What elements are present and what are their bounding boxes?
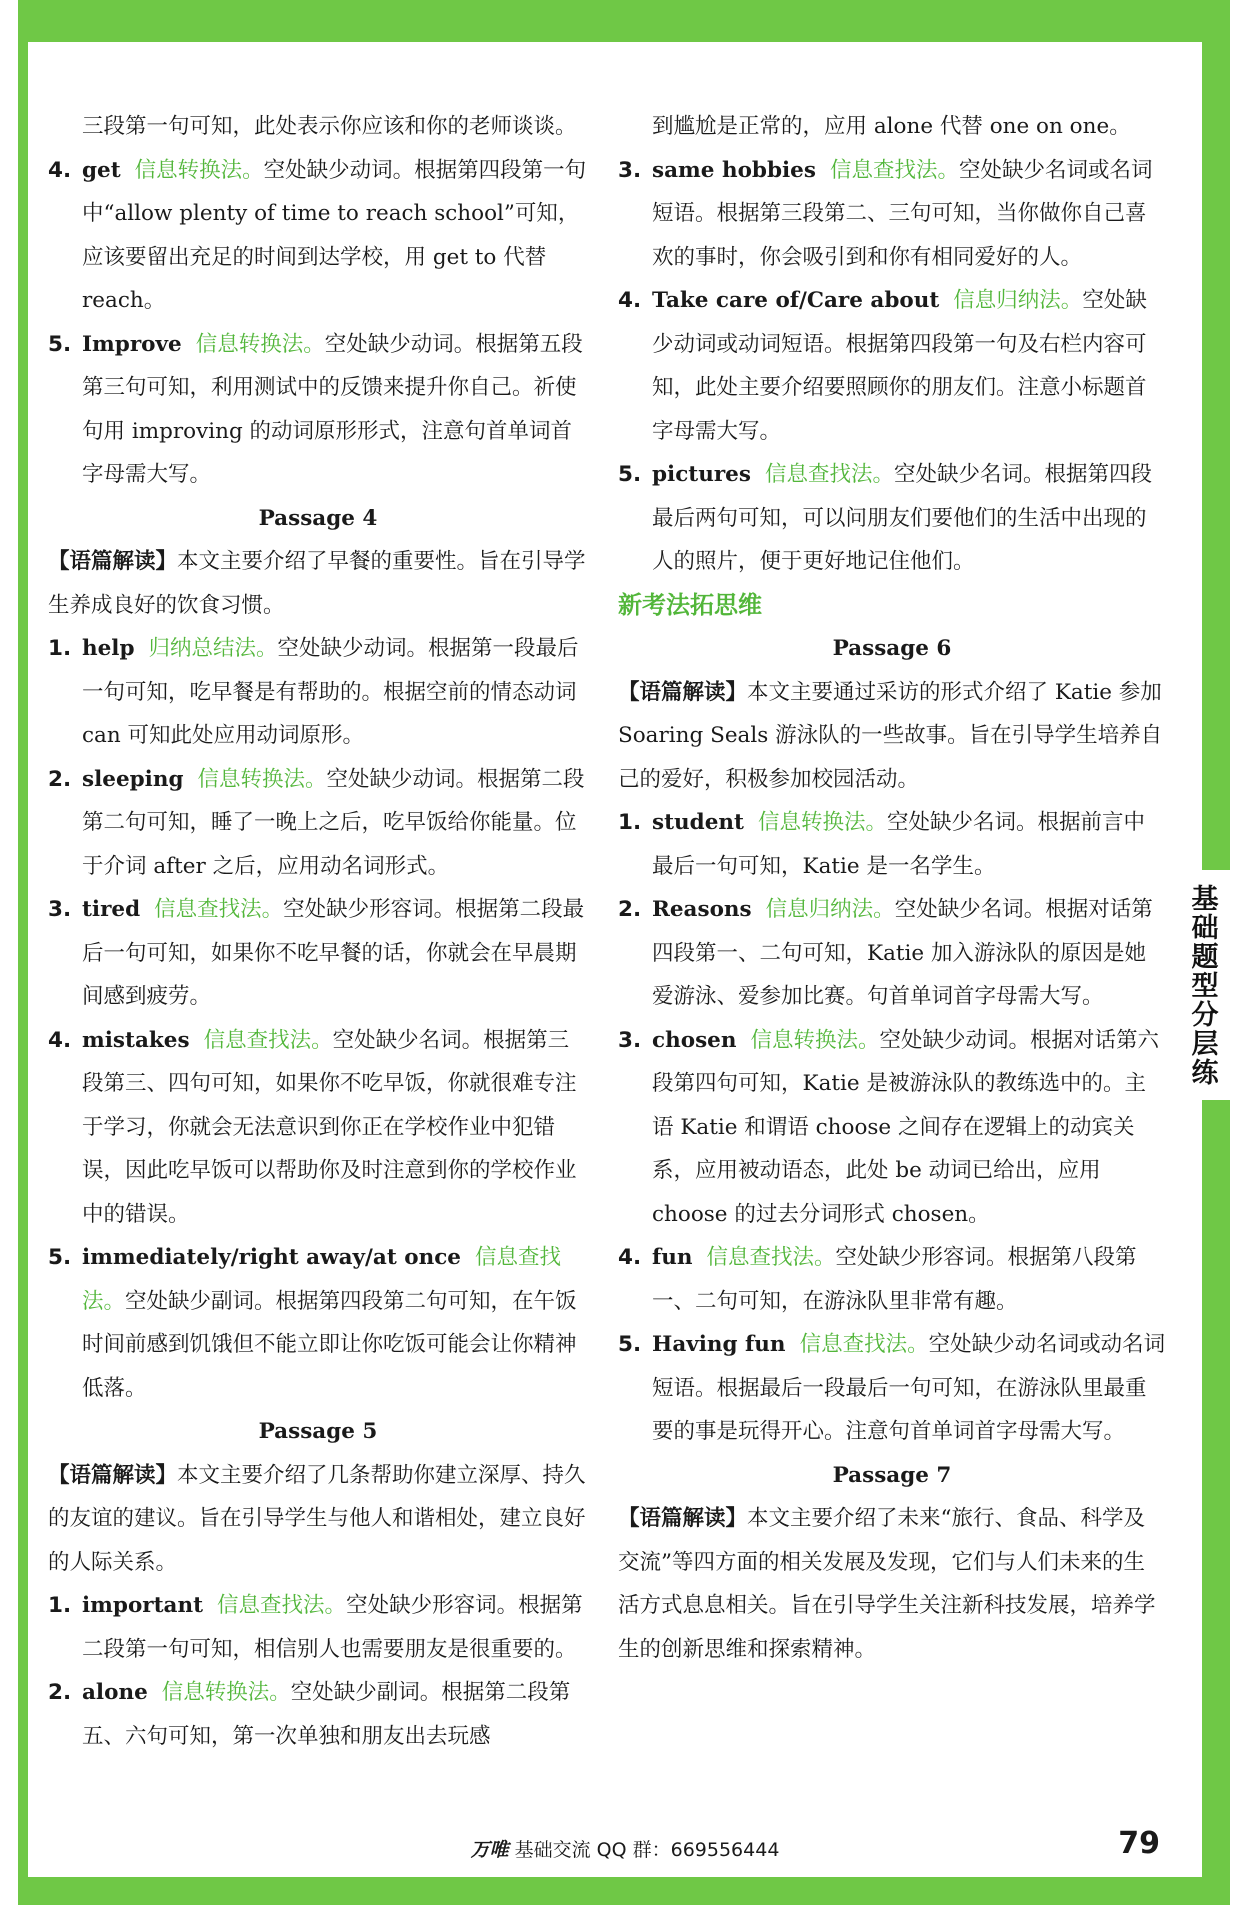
- item-number: 1.: [618, 810, 642, 835]
- method-label: 信息转换法。: [161, 1680, 291, 1705]
- side-tab: [1168, 870, 1236, 1100]
- answer: chosen: [652, 1027, 737, 1053]
- section-heading: 新考法拓思维: [618, 590, 762, 619]
- continued-text: 三段第一句可知，此处表示你应该和你的老师谈谈。: [82, 114, 577, 139]
- page-number: 79: [1118, 1826, 1160, 1861]
- item-number: 5.: [618, 1332, 642, 1357]
- explanation: 空处缺少动名词或动名词短语。根据最后一段最后一句可知，在游泳队里最重要的事是玩得开心。注意句首单词首字母需大写。: [652, 1332, 1166, 1444]
- answer-item: [618, 1323, 1166, 1454]
- passage-analysis: [48, 540, 588, 627]
- explanation: 空处缺少名词。根据对话第四段第一、二句可知，Katie 加入游泳队的原因是她爱游泳、爱参加比赛。句首单词首字母需大写。: [652, 897, 1153, 1009]
- answer-item: [618, 279, 1166, 453]
- answer: alone: [82, 1680, 148, 1705]
- answer-item: [48, 149, 588, 323]
- method-label: 信息归纳法。: [765, 897, 895, 922]
- explanation: 空处缺少动词。根据第一段最后一句可知，吃早餐是有帮助的。根据空前的情态动词 can 可知此处应用动词原形。: [82, 636, 579, 748]
- method-label: 信息转换法。: [750, 1027, 880, 1053]
- item-number: 5.: [48, 1245, 72, 1270]
- analysis-label: 【语篇解读】: [48, 549, 178, 574]
- answer: same hobbies: [652, 157, 816, 183]
- item-number: 1.: [48, 636, 72, 661]
- answer: Having fun: [652, 1332, 786, 1357]
- explanation: 空处缺少名词。根据前言中最后一句可知，Katie 是一名学生。: [652, 810, 1145, 879]
- item-number: 5.: [618, 462, 642, 487]
- answer-item: [48, 323, 588, 497]
- answer-item: [618, 1019, 1166, 1237]
- answer: Reasons: [652, 897, 752, 922]
- passage-heading: Passage 7: [832, 1462, 952, 1488]
- footer: [0, 1835, 1250, 1862]
- method-label: 信息转换法。: [134, 157, 264, 183]
- right-column: [618, 105, 1166, 1671]
- passage-heading: Passage 4: [258, 505, 378, 531]
- item-number: 3.: [48, 897, 72, 922]
- answer: fun: [652, 1245, 693, 1270]
- item-number: 2.: [48, 766, 72, 792]
- explanation: 空处缺少副词。根据第二段第五、六句可知，第一次单独和朋友出去玩感: [82, 1680, 571, 1749]
- footer-brand: 万唯: [470, 1839, 509, 1861]
- answer: tired: [82, 897, 141, 922]
- answer-item: [618, 1236, 1166, 1323]
- left-column: [48, 105, 588, 1758]
- explanation: 空处缺少动词。根据第二段第二句可知，睡了一晚上之后，吃早饭给你能量。位于介词 after 之后，应用动名词形式。: [82, 766, 585, 879]
- answer-item: [618, 149, 1166, 280]
- explanation: 空处缺少名词。根据第三段第三、四句可知，如果你不吃早饭，你就很难专注于学习，你就会无法意识到你正在学校作业中犯错误，因此吃早饭可以帮助你及时注意到你的学校作业中的错误。: [82, 1027, 577, 1227]
- answer: sleeping: [82, 766, 184, 792]
- answer: mistakes: [82, 1027, 190, 1053]
- item-number: 2.: [48, 1680, 72, 1705]
- answer-item: [48, 888, 588, 1019]
- method-label: 信息查找法。: [154, 897, 284, 922]
- footer-text: 基础交流 QQ 群：669556444: [514, 1839, 780, 1861]
- explanation: 空处缺少形容词。根据第二段最后一句可知，如果你不吃早餐的话，你就会在早晨期间感到疲劳。: [82, 897, 585, 1009]
- answer-item: [618, 888, 1166, 1019]
- item-number: 4.: [48, 1027, 72, 1053]
- answer: pictures: [652, 462, 751, 487]
- method-label: 信息查找法。: [82, 1245, 561, 1314]
- analysis-label: 【语篇解读】: [618, 679, 748, 705]
- answer: immediately/right away/at once: [82, 1245, 461, 1270]
- side-tab-label: 基础题型分层练: [1186, 883, 1218, 1087]
- item-number: 4.: [48, 157, 72, 183]
- passage-analysis: [618, 1497, 1166, 1671]
- top-border: [18, 0, 1230, 42]
- analysis-label: 【语篇解读】: [48, 1462, 178, 1488]
- continued-text: 到尴尬是正常的，应用 alone 代替 one on one。: [652, 114, 1131, 139]
- answer: Take care of/Care about: [652, 288, 940, 313]
- method-label: 信息转换法。: [757, 810, 887, 835]
- explanation: 空处缺少形容词。根据第二段第一句可知，相信别人也需要朋友是很重要的。: [82, 1593, 583, 1662]
- explanation: 空处缺少名词或名词短语。根据第三段第二、三句可知，当你做你自己喜欢的事时，你会吸引到和你有相同爱好的人。: [652, 157, 1153, 270]
- method-label: 信息归纳法。: [953, 288, 1083, 313]
- item-number: 4.: [618, 288, 642, 313]
- item-number: 3.: [618, 157, 642, 183]
- passage-heading: Passage 5: [258, 1419, 378, 1444]
- method-label: 信息查找法。: [829, 157, 959, 183]
- method-label: 信息查找法。: [706, 1245, 836, 1270]
- method-label: 信息查找法。: [764, 462, 894, 487]
- explanation: 空处缺少名词。根据第四段最后两句可知，可以问朋友们要他们的生活中出现的人的照片，便于更好地记住他们。: [652, 462, 1152, 574]
- answer-item: [48, 1236, 588, 1410]
- answer-item: [48, 627, 588, 758]
- method-label: 信息转换法。: [195, 331, 325, 357]
- explanation: 空处缺少动词或动词短语。根据第四段第一句及右栏内容可知，此处主要介绍要照顾你的朋友们。注意小标题首字母需大写。: [652, 288, 1147, 444]
- item-number: 4.: [618, 1245, 642, 1270]
- answer: Improve: [82, 331, 182, 357]
- item-number: 2.: [618, 897, 642, 922]
- answer: important: [82, 1593, 204, 1618]
- method-label: 归纳总结法。: [148, 636, 278, 661]
- bottom-border: [18, 1877, 1230, 1905]
- answer-item: [48, 1671, 588, 1758]
- analysis-text: 本文主要介绍了几条帮助你建立深厚、持久的友谊的建议。旨在引导学生与他人和谐相处，建立良好的人际关系。: [48, 1462, 586, 1575]
- method-label: 信息查找法。: [217, 1593, 347, 1618]
- explanation: 空处缺少动词。根据第四段第一句中“allow plenty of time to reach school”可知，应该要留出充足的时间到达学校，用 get to 代替 reach。: [82, 157, 587, 313]
- explanation: 空处缺少副词。根据第四段第二句可知，在午饭时间前感到饥饿但不能立即让你吃饭可能会让你精神低落。: [82, 1288, 577, 1401]
- explanation: 空处缺少形容词。根据第八段第一、二句可知，在游泳队里非常有趣。: [652, 1245, 1137, 1314]
- answer-item: [618, 801, 1166, 888]
- right-border-bottom: [1202, 1105, 1230, 1905]
- item-number: 5.: [48, 331, 72, 357]
- analysis-text: 本文主要介绍了早餐的重要性。旨在引导学生养成良好的饮食习惯。: [48, 549, 586, 618]
- item-number: 3.: [618, 1027, 642, 1053]
- method-label: 信息查找法。: [203, 1027, 333, 1053]
- passage-analysis: [618, 671, 1166, 802]
- answer: student: [652, 810, 744, 835]
- analysis-text: 本文主要介绍了未来“旅行、食品、科学及交流”等四方面的相关发展及发现，它们与人们未来的生活方式息息相关。旨在引导学生关注新科技发展，培养学生的创新思维和探索精神。: [618, 1506, 1156, 1662]
- answer-item: [48, 1584, 588, 1671]
- analysis-text: 本文主要通过采访的形式介绍了 Katie 参加 Soaring Seals 游泳队的一些故事。旨在引导学生培养自己的爱好，积极参加校园活动。: [618, 679, 1163, 792]
- method-label: 信息查找法。: [799, 1332, 929, 1357]
- left-border: [18, 0, 28, 1905]
- answer-item: [48, 1019, 588, 1237]
- answer: help: [82, 636, 135, 661]
- explanation: 空处缺少动词。根据对话第六段第四句可知，Katie 是被游泳队的教练选中的。主语 Katie 和谓语 choose 之间存在逻辑上的动宾关系，应用被动语态，此处 be 动词已给出，应用 choose 的过去分词形式 chosen。: [652, 1027, 1160, 1227]
- explanation: 空处缺少动词。根据第五段第三句可知，利用测试中的反馈来提升你自己。祈使句用 improving 的动词原形形式，注意句首单词首字母需大写。: [82, 331, 583, 487]
- passage-heading: Passage 6: [832, 636, 952, 661]
- analysis-label: 【语篇解读】: [618, 1506, 748, 1531]
- answer-item: [48, 758, 588, 889]
- method-label: 信息转换法。: [197, 766, 327, 792]
- passage-analysis: [48, 1454, 588, 1585]
- answer: get: [82, 157, 121, 183]
- item-number: 1.: [48, 1593, 72, 1618]
- answer-item: [618, 453, 1166, 584]
